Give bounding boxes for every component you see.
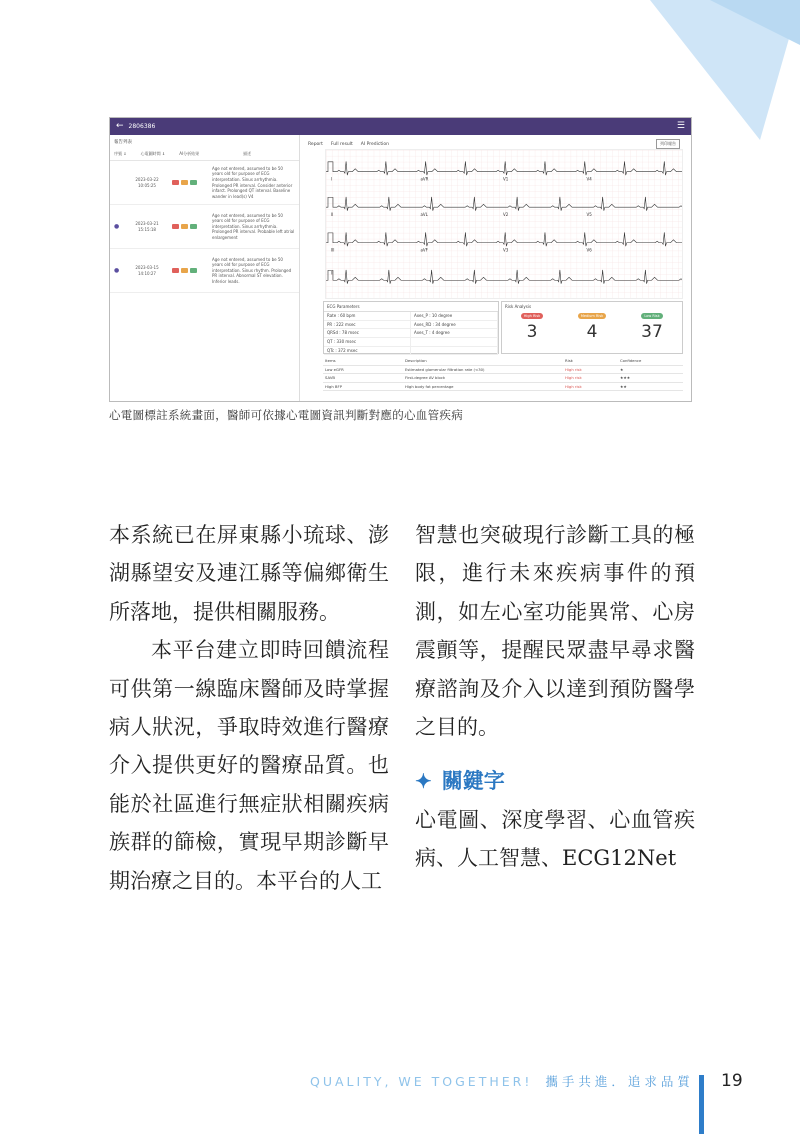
high-risk-badge [172, 268, 179, 273]
ecg-waveform [325, 149, 683, 299]
record-time: 10:05:25 [138, 182, 156, 188]
param-cell: PR : 222 msec [324, 321, 411, 330]
table-header: Confidence [620, 358, 642, 364]
keywords-list: 心電圖、深度學習、心血管疾病、人工智慧、ECG12Net [415, 807, 695, 871]
risk-pill: Low Risk [641, 313, 662, 319]
report-list-title: 報告列表 [114, 140, 132, 145]
table-row[interactable] [323, 374, 683, 383]
table-cell: High risk [565, 366, 582, 372]
lead-label: V4 [586, 176, 592, 182]
confidence-stars: ★ [620, 366, 624, 372]
table-row[interactable] [323, 366, 683, 375]
body-paragraph: 本平台建立即時回饋流程可供第一線臨床醫師及時掌握病人狀況，爭取時效進行醫療介入提供更好的醫療品質。也能於社區進行無症狀相關疾病族群的篩檢，實現早期診斷早期治療之目的。本平台的人工 [109, 638, 389, 893]
ecg-parameters-title: ECG Parameters [324, 302, 498, 312]
table-header-row [323, 357, 683, 366]
record-date: 2023-03-21 [135, 220, 159, 226]
app-header [110, 118, 691, 135]
keywords-heading [415, 762, 695, 800]
lead-label: V1 [503, 176, 509, 182]
column-header: 描述 [243, 151, 252, 156]
lead-label: aVR [420, 176, 429, 182]
keywords-title: 關鍵字 [441, 768, 505, 794]
record-description: Age not entered, assumed to be 50 years old for purpose of ECG interpretation. Sinus arrhythmia. Prolonged PR interval. Probable left atrial enlargement [212, 212, 295, 240]
footer-slogan [310, 1072, 694, 1090]
risk-group-low[interactable] [627, 313, 677, 342]
record-date: 2023-03-15 [135, 264, 159, 270]
report-detail-panel [305, 135, 691, 401]
param-cell: Axes_T : 4 degree [411, 329, 498, 338]
unread-dot-icon: ● [114, 267, 120, 274]
table-cell: Estimated glomerular filtration rate (<30) [405, 366, 485, 372]
lead-label: V3 [503, 247, 509, 253]
lead-label: V2 [503, 212, 509, 218]
body-paragraph: 智慧也突破現行診斷工具的極限，進行未來疾病事件的預測，如左心室功能異常、心房震顫等，提醒民眾盡早尋求醫療諮詢及介入以達到預防醫學之目的。 [415, 523, 695, 740]
lead-label: II [330, 212, 334, 218]
table-cell: High BFP [325, 383, 343, 389]
lead-label: I [330, 176, 333, 182]
high-risk-badge [172, 224, 179, 229]
record-description: Age not entered, assumed to be 50 years old for purpose of ECG interpretation. Sinus arrhythmia. Prolonged PR interval. Consider anterior infarct. Prolonged QT interval. Baseline wander in lead(s) V4 [212, 165, 293, 199]
table-cell: First-degree AV block [405, 375, 446, 381]
record-time: 14:10:27 [138, 270, 156, 276]
low-risk-badge [190, 224, 197, 229]
ai-result-badges [172, 224, 210, 229]
lead-label: V6 [586, 247, 592, 253]
column-header[interactable]: 心電圖時間 ⇓ [140, 151, 166, 156]
prediction-items-table [323, 357, 683, 391]
low-risk-badge [190, 268, 197, 273]
medium-risk-badge [181, 268, 188, 273]
param-cell: Rate : 60 bpm [324, 312, 411, 321]
param-cell [411, 338, 498, 347]
table-cell: High risk [565, 375, 582, 381]
column-header[interactable]: 序號 ⇓ [114, 151, 127, 156]
param-cell: Axes_RD : 34 degree [411, 321, 498, 330]
lead-label: V5 [586, 212, 592, 218]
low-risk-badge [190, 180, 197, 185]
body-right-column [415, 516, 695, 878]
report-row[interactable] [110, 161, 299, 205]
lead-label: III [330, 247, 335, 253]
ai-result-badges [172, 268, 210, 273]
footer-accent-bar [699, 1075, 704, 1134]
risk-group-medium[interactable] [567, 313, 617, 342]
ecg-system-screenshot [109, 117, 692, 402]
medium-risk-badge [181, 224, 188, 229]
lead-label: II [330, 270, 334, 276]
table-header: Risk [565, 358, 573, 364]
sparkle-star-icon: ✦ [415, 769, 432, 794]
risk-analysis-box [501, 301, 683, 354]
table-row[interactable] [323, 383, 683, 392]
table-header: Items [325, 358, 336, 364]
ai-result-badges [172, 180, 210, 185]
ecg-parameters-box [323, 301, 499, 354]
figure-caption: 心電圖標註系統畫面，醫師可依據心電圖資訊判斷對應的心血管疾病 [109, 408, 463, 422]
record-description: Age not entered, assumed to be 50 years old for purpose of ECG interpretation. Sinus rhythm. Prolonged PR interval. Abnormal ST elevation. Inferior leads. [212, 256, 292, 284]
report-list-panel [110, 135, 300, 401]
risk-pill: High Risk [521, 313, 543, 319]
table-cell: Low eGFR [325, 366, 344, 372]
table-cell: SAVB [325, 375, 336, 381]
slogan-cn: 攜手共進．追求品質 [545, 1074, 694, 1089]
report-row[interactable] [110, 205, 299, 249]
table-cell: High risk [565, 383, 582, 389]
print-report-button[interactable]: 列印報告 [656, 139, 680, 149]
body-paragraph: 本系統已在屏東縣小琉球、澎湖縣望安及連江縣等偏鄉衛生所落地，提供相關服務。 [109, 523, 389, 624]
page-number: 19 [721, 1071, 743, 1091]
tab-ai-prediction[interactable]: AI Prediction [360, 141, 389, 147]
param-cell: QRSd : 78 msec [324, 329, 411, 338]
app-title: 2806386 [128, 123, 156, 130]
risk-analysis-title: Risk Analysis [505, 304, 532, 309]
column-header: AI分析結果 [179, 151, 200, 156]
tab-report[interactable]: Report [308, 141, 323, 147]
tab-full-result[interactable]: Full result [330, 141, 353, 147]
back-arrow-icon[interactable]: ← [116, 121, 124, 131]
lead-label: aVL [420, 212, 428, 218]
risk-pill: Medium Risk [578, 313, 606, 319]
record-date: 2023-03-22 [135, 176, 159, 182]
param-cell [411, 347, 498, 356]
slogan-en: QUALITY, WE TOGETHER! [310, 1074, 533, 1089]
hamburger-menu-icon[interactable]: ☰ [676, 121, 685, 131]
report-list-header [110, 148, 299, 161]
body-left-column [109, 516, 389, 900]
confidence-stars: ★★ [620, 383, 627, 389]
param-cell: QT : 330 msec [324, 338, 411, 347]
table-header: Description [405, 358, 427, 364]
medium-risk-badge [181, 180, 188, 185]
confidence-stars: ★★★ [620, 375, 631, 381]
unread-dot-icon: ● [114, 223, 120, 230]
table-cell: High body fat percentage [405, 383, 454, 389]
high-risk-badge [172, 180, 179, 185]
lead-label: aVF [420, 247, 428, 253]
risk-count: 4 [586, 322, 598, 342]
param-cell: QTc : 372 msec [324, 347, 411, 356]
risk-count: 37 [641, 322, 663, 342]
report-row[interactable] [110, 249, 299, 293]
record-time: 15:15:18 [138, 226, 156, 232]
risk-count: 3 [526, 322, 538, 342]
risk-group-high[interactable] [507, 313, 557, 342]
param-cell: Axes_P : 10 degree [411, 312, 498, 321]
